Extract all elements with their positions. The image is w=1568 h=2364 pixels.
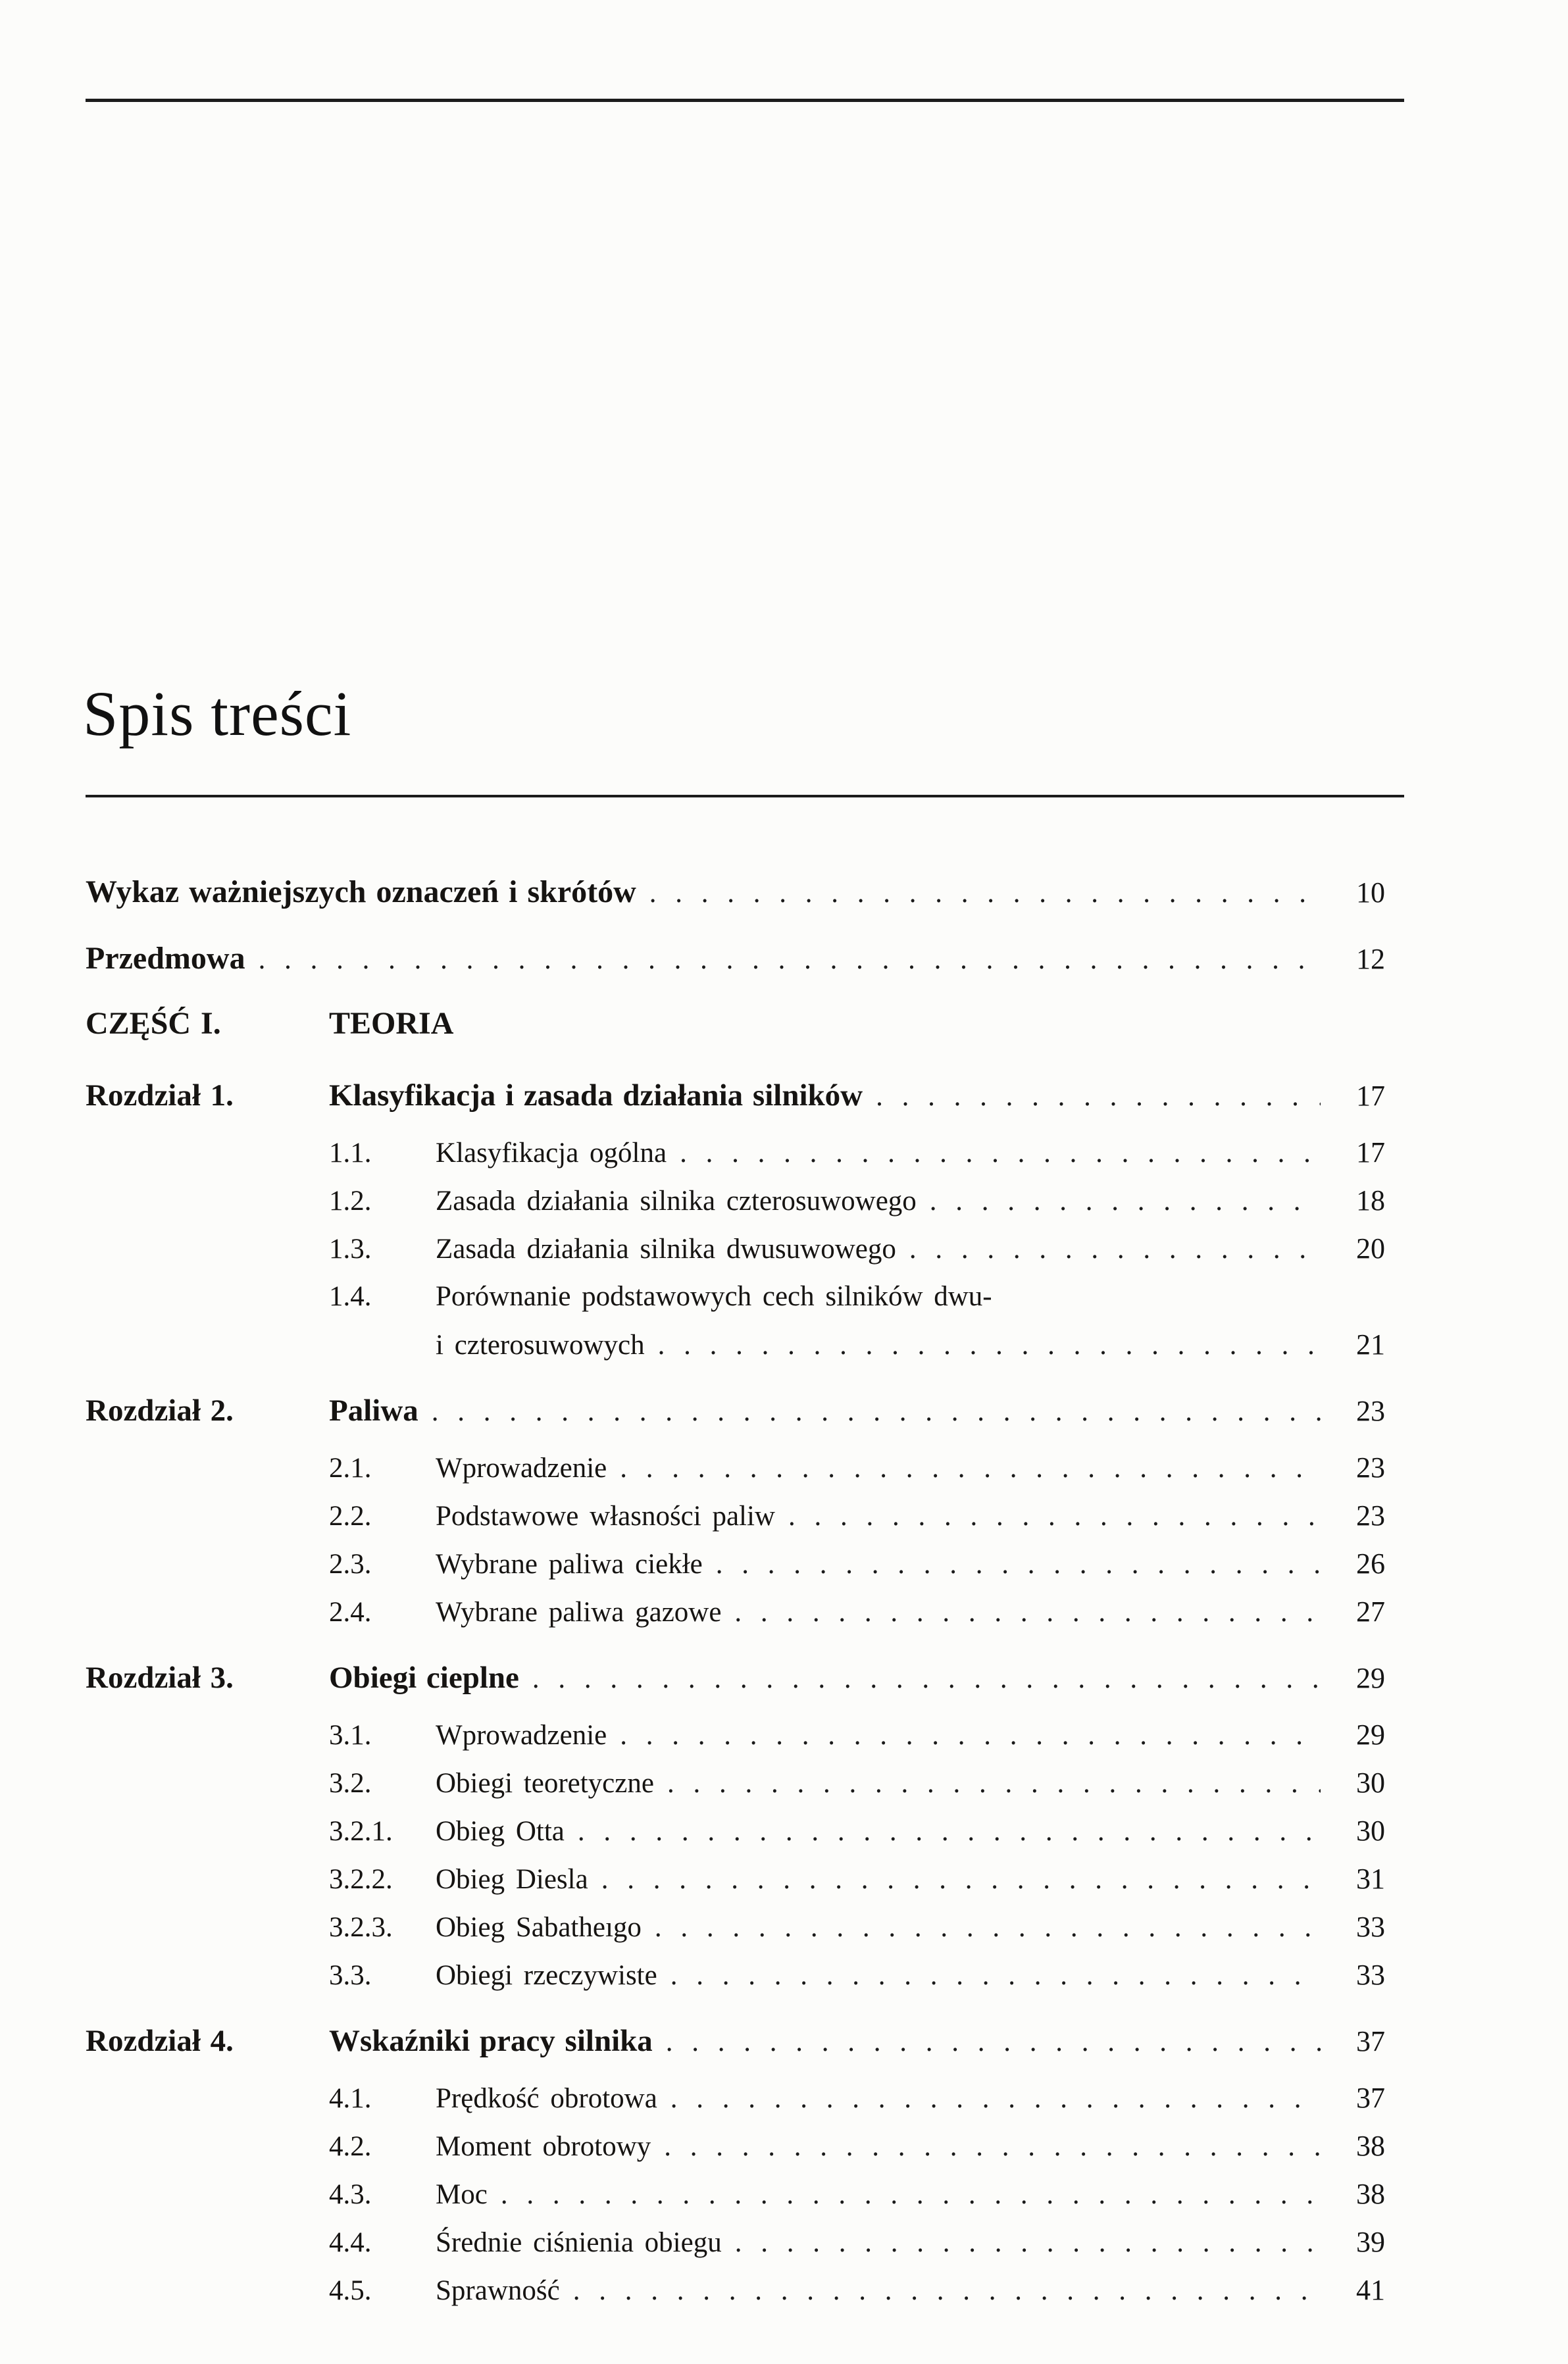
dot-leader [259,926,1321,993]
chapter-title: Paliwa [329,1394,418,1428]
section-number: 3.2.3. [329,1912,393,1943]
part-title: TEORIA [329,1006,454,1041]
section-number: 4.3. [329,2179,372,2210]
page-number: 17 [1356,1080,1385,1112]
section-number: 3.2.1. [329,1816,393,1847]
dot-leader [655,1903,1321,1951]
page-number: 23 [1356,1451,1385,1484]
toc-section-entry [86,1492,1385,1540]
page-number: 17 [1356,1136,1385,1169]
dot-leader [930,1177,1321,1225]
toc-chapter-entry [86,1649,1385,1707]
section-title: Moment obrotowy [436,2131,651,2162]
chapter-title: Obiegi cieplne [329,1661,519,1695]
section-number: 2.2. [329,1501,372,1532]
section-number: 1.2. [329,1186,372,1217]
dot-leader [667,1759,1321,1807]
dot-leader [909,1225,1321,1273]
page-number: 37 [1356,2082,1385,2114]
page-number: 38 [1356,2178,1385,2210]
dot-leader [670,1951,1321,1999]
toc-section-entry [86,1807,1385,1855]
dot-leader [658,1321,1321,1369]
toc-section-entry [86,1540,1385,1588]
entry-title: Wykaz ważniejszych oznaczeń i skrótów [86,874,636,909]
toc-chapter-entry [86,1067,1385,1124]
page-number: 21 [1356,1328,1385,1361]
toc-section-entry [86,1951,1385,1999]
section-number: 3.3. [329,1960,372,1991]
toc-section-entry [86,1224,1385,1272]
section-title: Średnie ciśnienia obiegu [436,2227,722,2258]
chapter-label: Rozdział 1. [86,1078,234,1113]
page-title: Spis treści [83,678,352,749]
toc-front-matter-entry [86,859,1385,925]
dot-leader [876,1068,1321,1126]
toc-section-entry [86,1272,1385,1320]
chapter-label: Rozdział 4. [86,2024,234,2058]
toc-section-entry [86,1711,1385,1759]
section-title: Klasyfikacja ogólna [436,1138,667,1169]
section-title: Sprawność [436,2275,560,2306]
dot-leader [573,2267,1321,2315]
toc-chapter-entry [86,2012,1385,2070]
dot-leader [601,1855,1321,1903]
toc-section-entry [86,2122,1385,2170]
entry-title: Przedmowa [86,941,245,976]
dot-leader [649,860,1321,926]
toc-section-entry [86,1444,1385,1492]
section-title-continued: i czterosuwowych [436,1330,645,1361]
dot-leader [578,1807,1321,1855]
section-number: 1.3. [329,1234,372,1265]
chapter-title: Wskaźniki pracy silnika [329,2024,653,2058]
toc-section-entry [86,1128,1385,1176]
section-number: 2.3. [329,1549,372,1580]
table-of-contents [86,859,1385,2314]
dot-leader [788,1492,1321,1540]
dot-leader [620,1444,1321,1492]
toc-section-entry [86,1588,1385,1636]
section-number: 1.1. [329,1138,372,1169]
page-number: 31 [1356,1863,1385,1895]
section-title: Obieg Otta [436,1816,565,1847]
dot-leader [666,2013,1321,2071]
page-number: 30 [1356,1767,1385,1799]
dot-leader [664,2123,1321,2171]
page-number: 39 [1356,2226,1385,2258]
section-title: Prędkość obrotowa [436,2083,657,2114]
section-title: Obiegi rzeczywiste [436,1960,657,1991]
section-number: 4.5. [329,2275,372,2306]
toc-section-entry [86,2266,1385,2314]
dot-leader [670,2075,1321,2123]
toc-part-heading [86,994,1385,1053]
dot-leader [432,1383,1321,1441]
section-title: Obiegi teoretyczne [436,1768,654,1799]
section-title: Obieg Diesla [436,1864,588,1895]
page-number: 12 [1356,943,1385,975]
page-number: 33 [1356,1959,1385,1991]
section-title: Podstawowe własności paliw [436,1501,775,1532]
section-number: 4.4. [329,2227,372,2258]
title-underline-rule [86,795,1404,797]
page-number: 23 [1356,1499,1385,1532]
page-number: 29 [1356,1719,1385,1751]
dot-leader [501,2171,1321,2219]
page-number: 18 [1356,1184,1385,1217]
toc-section-entry [86,1759,1385,1807]
toc-section-entry-continuation [86,1320,1385,1369]
section-number: 2.4. [329,1597,372,1628]
section-number: 3.2. [329,1768,372,1799]
dot-leader [734,1588,1321,1636]
toc-section-entry [86,2170,1385,2218]
chapter-label: Rozdział 3. [86,1661,234,1695]
section-number: 3.2.2. [329,1864,393,1895]
chapter-title: Klasyfikacja i zasada działania silników [329,1078,863,1113]
section-title: Zasada działania silnika czterosuwowego [436,1186,917,1217]
toc-section-entry [86,1855,1385,1903]
dot-leader [735,2219,1321,2267]
dot-leader [680,1129,1321,1177]
page-number: 30 [1356,1815,1385,1847]
toc-section-entry [86,1903,1385,1951]
page-number: 38 [1356,2130,1385,2162]
top-rule [86,99,1404,102]
toc-section-entry [86,1176,1385,1224]
dot-leader [532,1650,1321,1708]
page-number: 10 [1356,876,1385,909]
toc-section-entry [86,2074,1385,2122]
section-number: 4.1. [329,2083,372,2114]
chapter-label: Rozdział 2. [86,1394,234,1428]
page-number: 41 [1356,2274,1385,2306]
section-number: 4.2. [329,2131,372,2162]
part-label: CZĘŚĆ I. [86,1006,221,1041]
toc-chapter-entry [86,1382,1385,1440]
section-number: 2.1. [329,1453,372,1484]
page-number: 37 [1356,2025,1385,2057]
section-title: Wprowadzenie [436,1720,607,1751]
toc-front-matter-entry [86,925,1385,992]
section-title: Wybrane paliwa ciekłe [436,1549,703,1580]
page-number: 23 [1356,1395,1385,1427]
section-title: Wybrane paliwa gazowe [436,1597,722,1628]
section-title: Moc [436,2179,488,2210]
page-number: 29 [1356,1662,1385,1694]
section-title: Obieg Sabatheıgo [436,1912,642,1943]
section-title: Wprowadzenie [436,1453,607,1484]
section-title: Zasada działania silnika dwusuwowego [436,1234,896,1265]
section-number: 3.1. [329,1720,372,1751]
dot-leader [716,1540,1321,1588]
section-number: 1.4. [329,1281,372,1312]
page-number: 20 [1356,1232,1385,1265]
dot-leader [620,1711,1321,1759]
section-title: Porównanie podstawowych cech silników dwu- [436,1281,992,1312]
toc-section-entry [86,2218,1385,2266]
page-number: 26 [1356,1547,1385,1580]
page-number: 27 [1356,1596,1385,1628]
page-number: 33 [1356,1911,1385,1943]
